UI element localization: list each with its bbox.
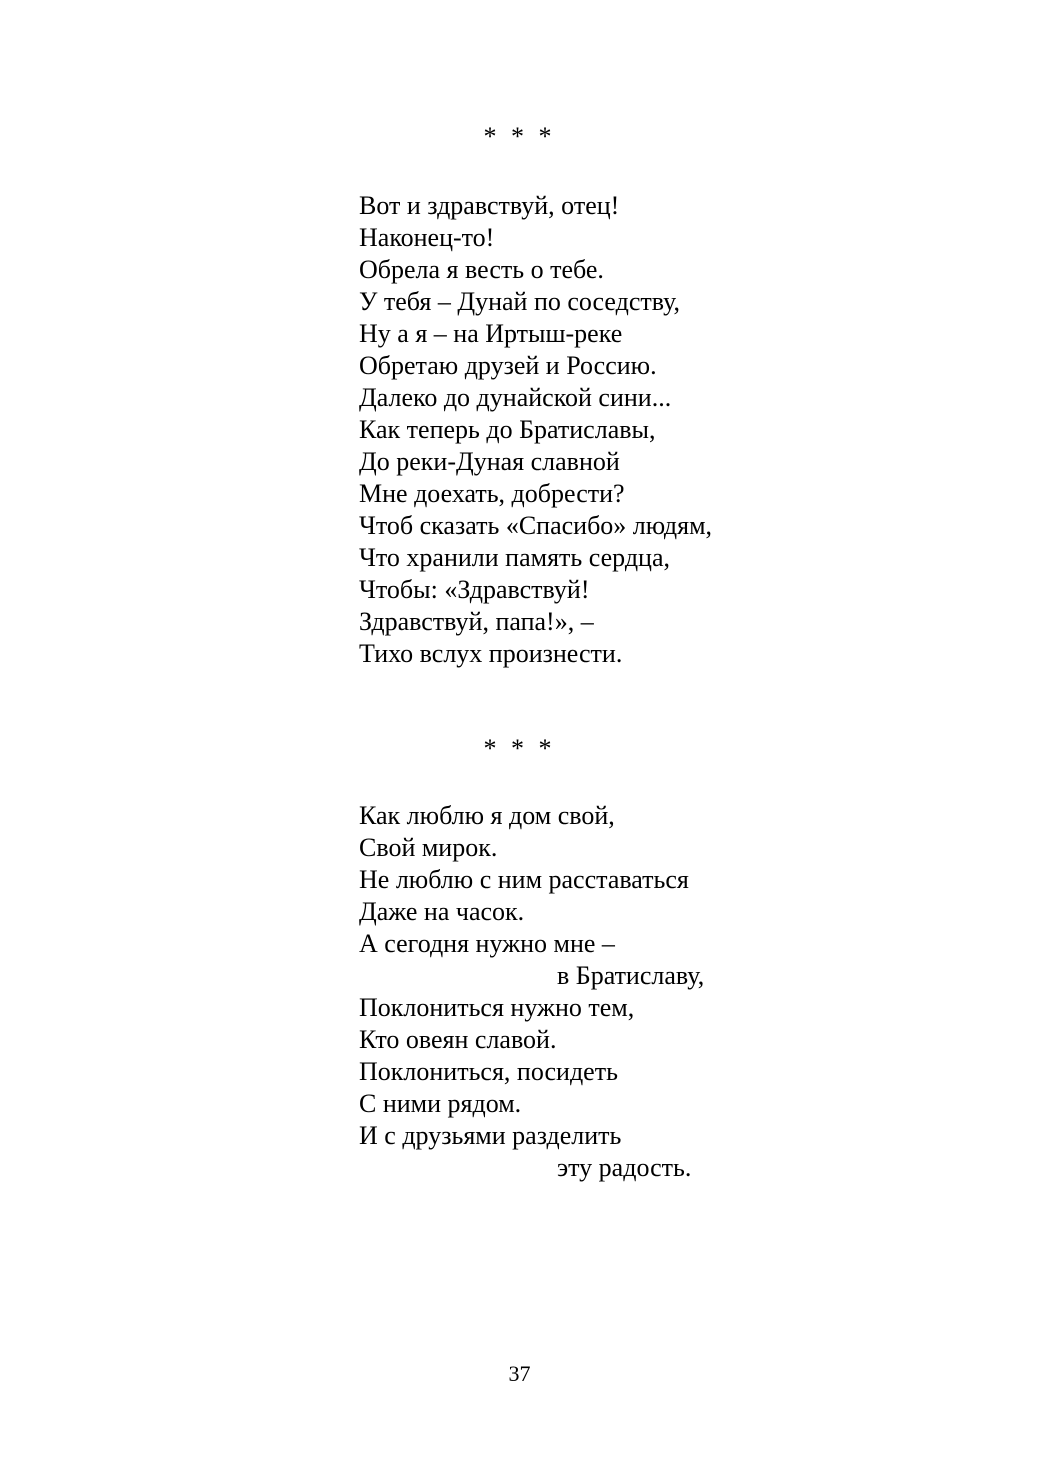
poem-line: А сегодня нужно мне – <box>359 929 615 958</box>
poem-my-home <box>359 800 704 1184</box>
poem-line: Кто овеян славой. <box>359 1025 557 1054</box>
poem-line: Свой мирок. <box>359 833 498 862</box>
poem-line: Как теперь до Братиславы, <box>359 415 656 444</box>
poem-line: С ними рядом. <box>359 1089 522 1118</box>
poem-line: Поклониться, посидеть <box>359 1057 618 1086</box>
poem-line: Ну а я – на Иртыш-реке <box>359 319 623 348</box>
poem-line: Обрела я весть о тебе. <box>359 255 604 284</box>
poem-line: До реки-Дуная славной <box>359 447 620 476</box>
poem-line: Поклониться нужно тем, <box>359 993 635 1022</box>
poem-line: Даже на часок. <box>359 897 525 926</box>
poem-separator: * * * <box>483 734 556 763</box>
poem-line-indented: в Братиславу, <box>557 961 705 990</box>
poem-line: Чтоб сказать «Спасибо» людям, <box>359 511 713 540</box>
poem-line: Мне доехать, добрести? <box>359 479 625 508</box>
poem-line-indented: эту радость. <box>557 1153 692 1182</box>
poem-line: Вот и здравствуй, отец! <box>359 191 620 220</box>
poem-line: Что хранили память сердца, <box>359 543 670 572</box>
poem-line: Здравствуй, папа!», – <box>359 607 594 636</box>
poem-line: Не люблю с ним расставаться <box>359 865 689 894</box>
poem-line: Чтобы: «Здравствуй! <box>359 575 590 604</box>
poem-line: Тихо вслух произнести. <box>359 639 623 668</box>
poem-hello-father <box>359 190 712 670</box>
poem-line: Обретаю друзей и Россию. <box>359 351 657 380</box>
poem-separator: * * * <box>483 122 556 151</box>
poem-line: У тебя – Дунай по соседству, <box>359 287 681 316</box>
page-number: 37 <box>508 1361 531 1386</box>
poem-line: Наконец-то! <box>359 223 495 252</box>
poem-line: Далеко до дунайской сини... <box>359 383 672 412</box>
poem-line: Как люблю я дом свой, <box>359 801 615 830</box>
poem-line: И с друзьями разделить <box>359 1121 622 1150</box>
